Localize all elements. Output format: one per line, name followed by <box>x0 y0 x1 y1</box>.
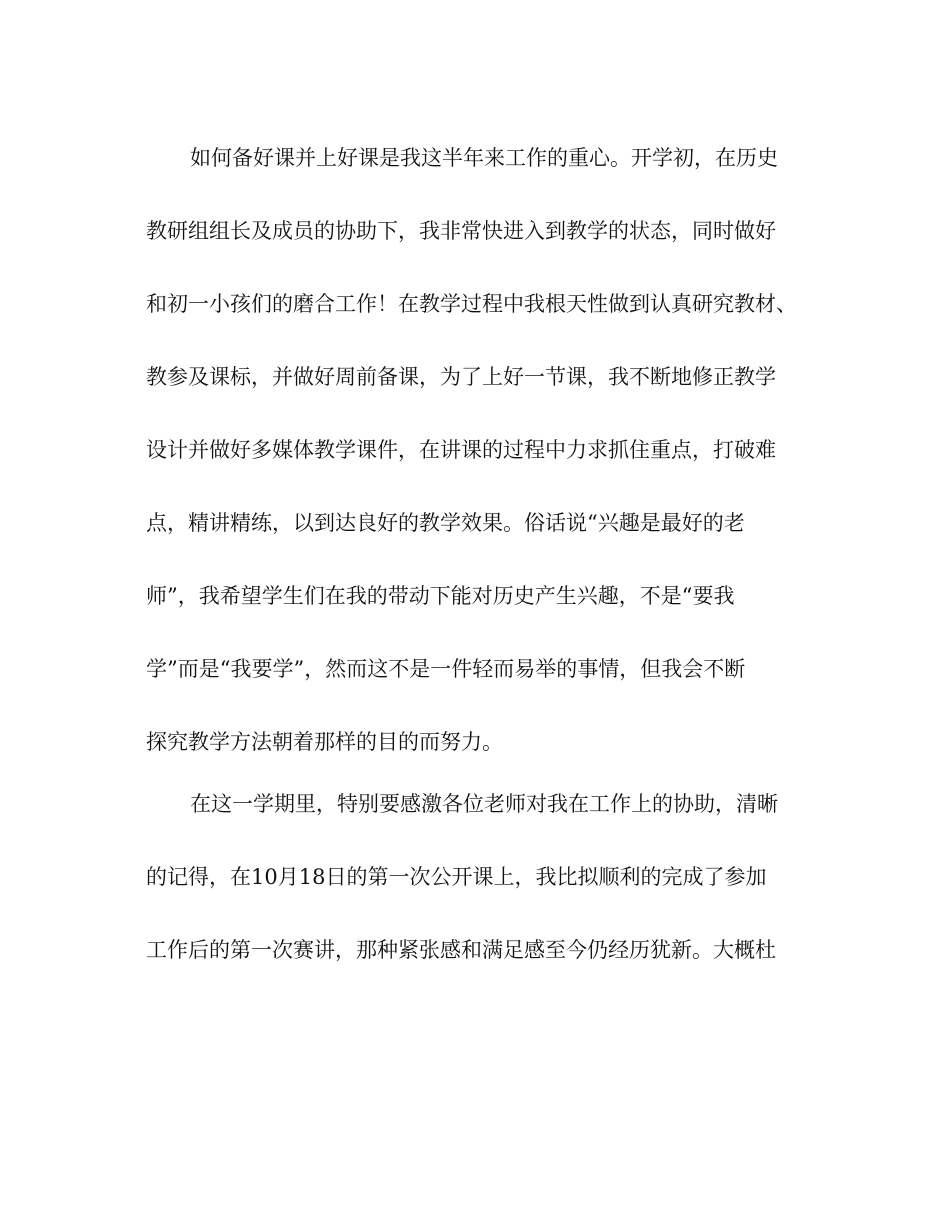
text-line <box>0 860 950 894</box>
text-line-content: 师”，我希望学生们在我的带动下能对历史产生兴趣，不是“要我 <box>146 584 735 608</box>
text-line <box>0 506 950 540</box>
text-line <box>0 579 950 613</box>
text-line <box>0 652 950 686</box>
text-line-content: 学”而是“我要学”，然而这不是一件轻而易举的事情，但我会不断 <box>146 657 746 681</box>
text-line <box>0 725 950 759</box>
text-line <box>0 933 950 967</box>
text-line <box>0 787 950 821</box>
text-line-content: 点，精讲精练，以到达良好的教学效果。俗话说“兴趣是最好的老 <box>146 511 745 535</box>
text-line-content: 和初一小孩们的磨合工作！在教学过程中我根天性做到认真研究教材、 <box>146 292 797 316</box>
text-line <box>0 214 950 248</box>
text-line <box>0 287 950 321</box>
text-line <box>0 433 950 467</box>
text-line-content: 工作后的第一次赛讲，那种紧张感和满足感至今仍经历犹新。大概杜 <box>146 938 776 962</box>
text-line-content: 如何备好课并上好课是我这半年来工作的重心。开学初，在历史 <box>190 146 778 170</box>
text-line <box>0 141 950 175</box>
text-line-content: 教研组组长及成员的协助下，我非常快进入到教学的状态，同时做好 <box>146 219 776 243</box>
text-line-content: 教参及课标，并做好周前备课，为了上好一节课，我不断地修正教学 <box>146 365 776 389</box>
text-line-content: 的记得，在10月18日的第一次公开课上，我比拟顺利的完成了参加 <box>146 865 767 889</box>
text-line <box>0 360 950 394</box>
text-line-content: 探究教学方法朝着那样的目的而努力。 <box>146 730 503 754</box>
text-line-content: 设计并做好多媒体教学课件，在讲课的过程中力求抓住重点，打破难 <box>146 438 776 462</box>
text-line-content: 在这一学期里，特别要感激各位老师对我在工作上的协助，清晰 <box>190 792 778 816</box>
